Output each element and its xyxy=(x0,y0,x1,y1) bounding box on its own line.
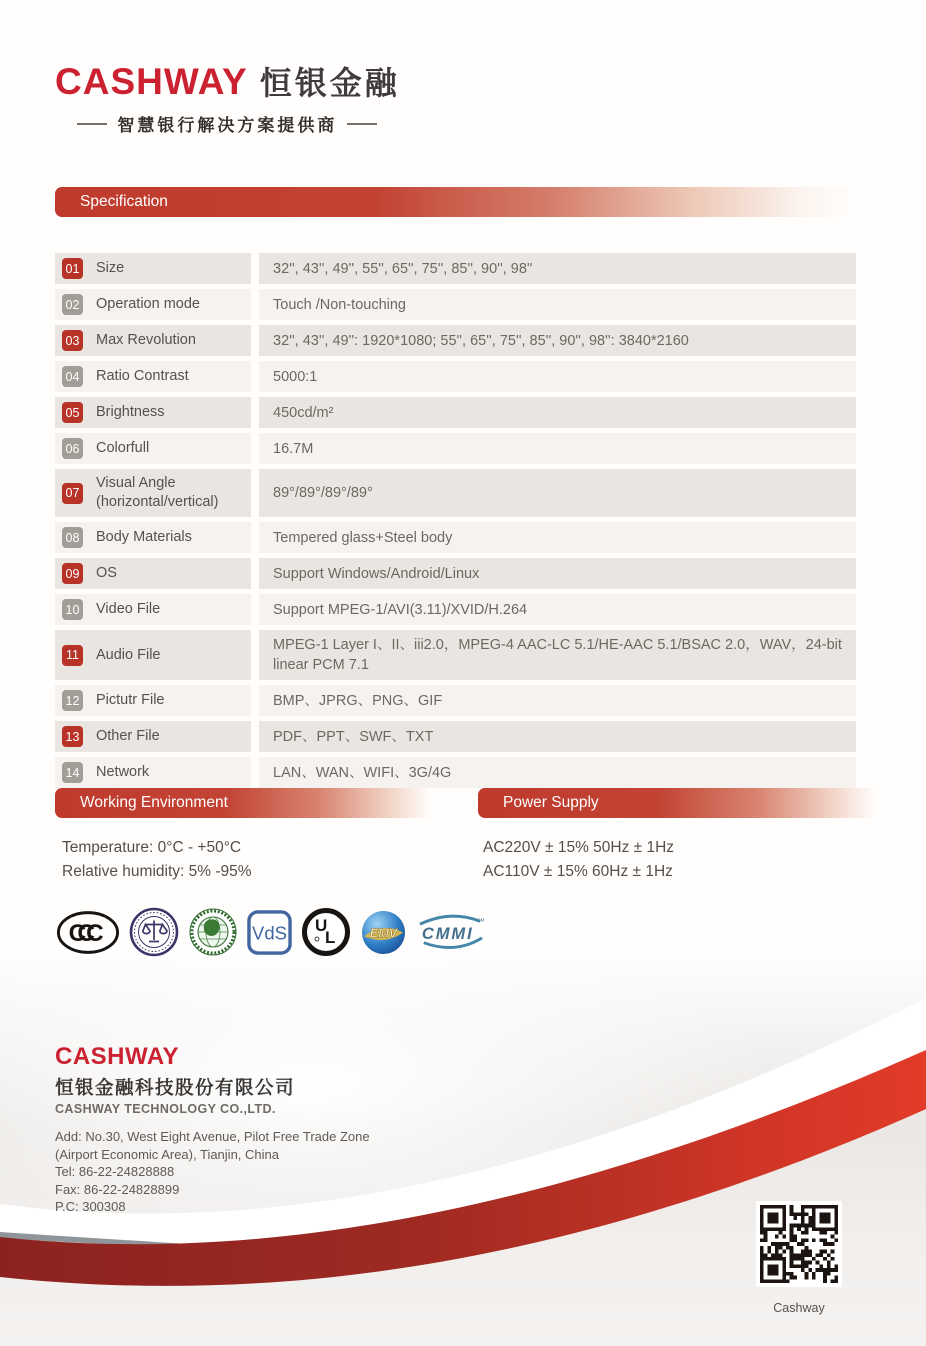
spec-label-cell xyxy=(55,757,251,788)
power-supply-text xyxy=(483,836,674,884)
spec-table-row xyxy=(55,558,856,589)
certification-logos xyxy=(56,903,486,961)
row-number-badge: 04 xyxy=(62,366,83,387)
spec-table-row xyxy=(55,522,856,553)
spec-value-cell xyxy=(259,361,856,392)
spec-label-cell xyxy=(55,558,251,589)
cmmi-certification-icon xyxy=(416,912,486,952)
row-number-badge: 03 xyxy=(62,330,83,351)
row-number-badge: 08 xyxy=(62,527,83,548)
spec-value: 16.7M xyxy=(273,440,314,457)
spec-label-cell xyxy=(55,721,251,752)
spec-label: Operation mode xyxy=(96,296,200,312)
specification-title: Specification xyxy=(80,193,168,210)
qr-frame xyxy=(756,1201,842,1287)
spec-value-cell xyxy=(259,469,856,517)
row-number-badge: 06 xyxy=(62,438,83,459)
spec-value: 32'', 43'', 49'': 1920*1080; 55'', 65'', 75'', 85'', 90'', 98'': 3840*2160 xyxy=(273,332,689,349)
postal-code-line: P.C: 300308 xyxy=(55,1199,126,1214)
spec-label-cell xyxy=(55,630,251,680)
row-number-badge: 01 xyxy=(62,258,83,279)
row-number-badge: 13 xyxy=(62,726,83,747)
spec-value: 450cd/m² xyxy=(273,404,334,421)
spec-label-cell xyxy=(55,397,251,428)
spec-value-cell xyxy=(259,289,856,320)
spec-label-cell xyxy=(55,433,251,464)
spec-value: MPEG-1 Layer I、II、iii2.0，MPEG-4 AAC-LC 5.1/HE-AAC 5.1/BSAC 2.0，WAV，24-bit linear PCM 7.1 xyxy=(273,637,842,673)
tel-line: Tel: 86-22-24828888 xyxy=(55,1164,175,1179)
spec-table-row xyxy=(55,685,856,716)
spec-table xyxy=(55,253,856,788)
qr-caption: Cashway xyxy=(773,1301,825,1315)
spec-label-cell xyxy=(55,253,251,284)
power-supply-section-header xyxy=(478,788,876,818)
spec-value-cell xyxy=(259,685,856,716)
temperature-line: Temperature: 0°C - +50°C xyxy=(62,839,242,856)
spec-label: Colorfull xyxy=(96,440,150,456)
tagline-right-rule xyxy=(347,123,377,125)
spec-value: 5000:1 xyxy=(273,368,318,385)
address-line-2: (Airport Economic Area), Tianjin, China xyxy=(55,1146,279,1162)
spec-value-cell xyxy=(259,253,856,284)
spec-value: Support Windows/Android/Linux xyxy=(273,565,480,582)
svg-text:EMV: EMV xyxy=(369,924,398,940)
specification-section-header xyxy=(55,187,856,217)
spec-label-cell xyxy=(55,289,251,320)
footer xyxy=(55,1043,370,1216)
quality-management-seal-icon xyxy=(129,907,179,957)
svg-text:U L: U L xyxy=(315,916,336,947)
spec-value: Touch /Non-touching xyxy=(273,296,406,313)
spec-label-cell xyxy=(55,361,251,392)
spec-table-row xyxy=(55,721,856,752)
spec-value: LAN、WAN、WIFI、3G/4G xyxy=(273,764,452,781)
company-name-english: CASHWAY TECHNOLOGY CO.,LTD. xyxy=(55,1102,276,1116)
footer-cashway-logo: CASHWAY xyxy=(55,1043,179,1070)
spec-label-cell xyxy=(55,522,251,553)
address-block xyxy=(55,1128,370,1216)
working-environment-section-header xyxy=(55,788,431,818)
humidity-line: Relative humidity: 5% -95% xyxy=(62,863,252,880)
spec-label-cell xyxy=(55,594,251,625)
spec-table-row xyxy=(55,630,856,680)
spec-label: Audio File xyxy=(96,646,161,663)
row-number-badge: 11 xyxy=(62,645,83,666)
tagline-left-rule xyxy=(77,123,107,125)
emv-certification-icon xyxy=(360,909,407,956)
spec-label: Other File xyxy=(96,728,160,744)
spec-table-row xyxy=(55,469,856,517)
spec-label: Pictutr File xyxy=(96,692,165,708)
spec-label: Size xyxy=(96,260,125,276)
svg-text:VdS: VdS xyxy=(251,921,288,943)
spec-value-cell xyxy=(259,433,856,464)
spec-label: Brightness xyxy=(96,404,165,420)
spec-table-row xyxy=(55,325,856,356)
row-number-badge: 14 xyxy=(62,762,83,783)
ac110-line: AC110V ± 15% 60Hz ± 1Hz xyxy=(483,863,673,880)
spec-label: Max Revolution xyxy=(96,332,196,348)
working-environment-title: Working Environment xyxy=(80,794,228,811)
spec-label: Ratio Contrast xyxy=(96,368,189,384)
qr-code xyxy=(760,1205,838,1283)
ac220-line: AC220V ± 15% 50Hz ± 1Hz xyxy=(483,839,675,856)
row-number-badge: 10 xyxy=(62,599,83,620)
spec-table-row xyxy=(55,253,856,284)
spec-value: Support MPEG-1/AVI(3.11)/XVID/H.264 xyxy=(273,601,528,618)
spec-value: PDF、PPT、SWF、TXT xyxy=(273,728,434,745)
spec-label: Network xyxy=(96,764,150,780)
tagline-text: 智慧银行解决方案提供商 xyxy=(117,116,338,136)
cashway-logo: CASHWAY xyxy=(55,61,248,102)
spec-table-row xyxy=(55,397,856,428)
spec-label: Body Materials xyxy=(96,529,192,545)
spec-label: Video File xyxy=(96,601,161,617)
spec-label: OS xyxy=(96,565,117,581)
brand-name-chinese: 恒银金融 xyxy=(259,64,400,102)
spec-table-row xyxy=(55,361,856,392)
brand-header xyxy=(55,58,400,136)
spec-value-cell xyxy=(259,558,856,589)
qr-block xyxy=(755,1201,843,1315)
spec-table-row xyxy=(55,594,856,625)
power-supply-title: Power Supply xyxy=(503,794,599,811)
svg-text:CMMI: CMMI xyxy=(421,923,474,943)
working-environment-text xyxy=(62,836,252,884)
ccc-certification-icon xyxy=(56,910,120,955)
spec-label: Visual Angle (horizontal/vertical) xyxy=(96,475,219,510)
brand-tagline xyxy=(55,111,400,136)
spec-value-cell xyxy=(259,594,856,625)
spec-value: BMP、JPRG、PNG、GIF xyxy=(273,692,443,709)
spec-value-cell xyxy=(259,757,856,788)
row-number-badge: 09 xyxy=(62,563,83,584)
spec-value-cell xyxy=(259,522,856,553)
company-name-chinese: 恒银金融科技股份有限公司 xyxy=(55,1078,296,1099)
ul-certification-icon xyxy=(301,907,351,957)
row-number-badge: 05 xyxy=(62,402,83,423)
vds-certification-icon xyxy=(247,910,292,955)
spec-value-cell xyxy=(259,721,856,752)
fax-line: Fax: 86-22-24828899 xyxy=(55,1181,180,1197)
spec-value-cell xyxy=(259,397,856,428)
spec-value: 89°/89°/89°/89° xyxy=(273,485,373,501)
spec-value-cell xyxy=(259,325,856,356)
svg-text:SM: SM xyxy=(477,918,485,924)
brand-logo-line xyxy=(55,58,400,104)
spec-value: 32'', 43'', 49'', 55'', 65'', 75'', 85'', 90'', 98'' xyxy=(273,260,533,277)
green-globe-seal-icon xyxy=(188,907,238,957)
spec-label-cell xyxy=(55,685,251,716)
row-number-badge: 07 xyxy=(62,483,83,504)
spec-label-cell xyxy=(55,469,251,517)
address-line-1: Add: No.30, West Eight Avenue, Pilot Free Trade Zone xyxy=(55,1129,370,1144)
spec-table-row xyxy=(55,757,856,788)
svg-text:CCC: CCC xyxy=(68,919,95,947)
row-number-badge: 12 xyxy=(62,690,83,711)
spec-value: Tempered glass+Steel body xyxy=(273,529,453,546)
spec-value-cell xyxy=(259,630,856,680)
row-number-badge: 02 xyxy=(62,294,83,315)
spec-table-row xyxy=(55,433,856,464)
spec-table-row xyxy=(55,289,856,320)
spec-label-cell xyxy=(55,325,251,356)
